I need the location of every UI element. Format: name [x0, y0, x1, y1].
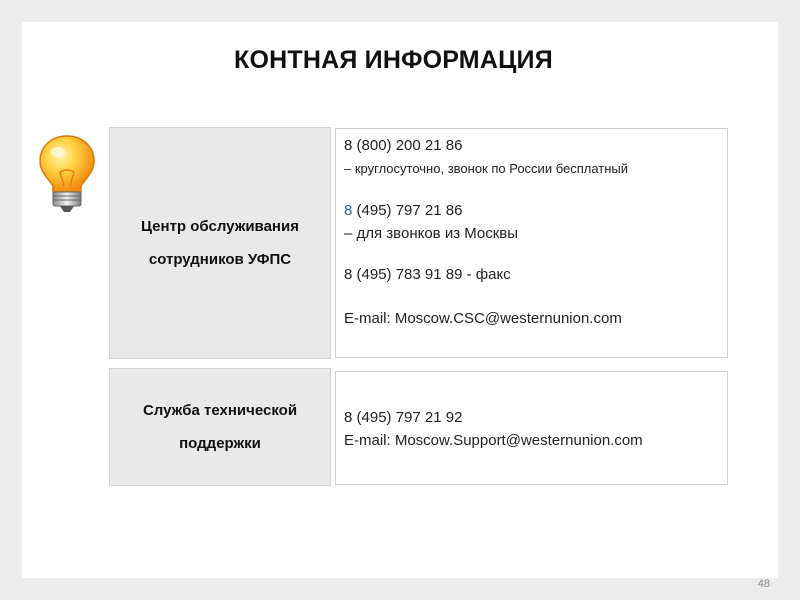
phone-moscow	[344, 202, 462, 219]
section-label-service-center	[109, 127, 331, 359]
label-line: Служба технической	[142, 402, 298, 419]
fax-number: 8 (495) 783 91 89 - факс	[344, 266, 511, 283]
contact-info-service-center	[335, 128, 728, 358]
page-title: КОНТНАЯ ИНФОРМАЦИЯ	[234, 46, 553, 74]
label-line: поддержки	[179, 435, 261, 452]
contact-info-tech-support	[335, 371, 728, 485]
phone-hotline: 8 (800) 200 21 86	[344, 137, 463, 154]
phone-hotline-note: – круглосуточно, звонок по России бесплатный	[344, 161, 629, 176]
email-link[interactable]: E-mail: Moscow.Support@westernunion.com	[344, 432, 643, 449]
label-line: Центр обслуживания	[141, 218, 299, 235]
phone-support: 8 (495) 797 21 92	[344, 409, 463, 426]
phone-moscow-prefix: 8	[344, 202, 353, 219]
slide	[22, 22, 778, 578]
page-number: 48	[757, 578, 770, 590]
email-link[interactable]: E-mail: Moscow.CSC@westernunion.com	[344, 310, 622, 327]
section-label-tech-support	[109, 368, 331, 486]
phone-moscow-note: – для звонков из Москвы	[344, 225, 519, 242]
phone-moscow-number: (495) 797 21 86	[352, 202, 463, 219]
light-bulb-icon	[36, 134, 98, 214]
label-line: сотрудников УФПС	[148, 251, 292, 268]
